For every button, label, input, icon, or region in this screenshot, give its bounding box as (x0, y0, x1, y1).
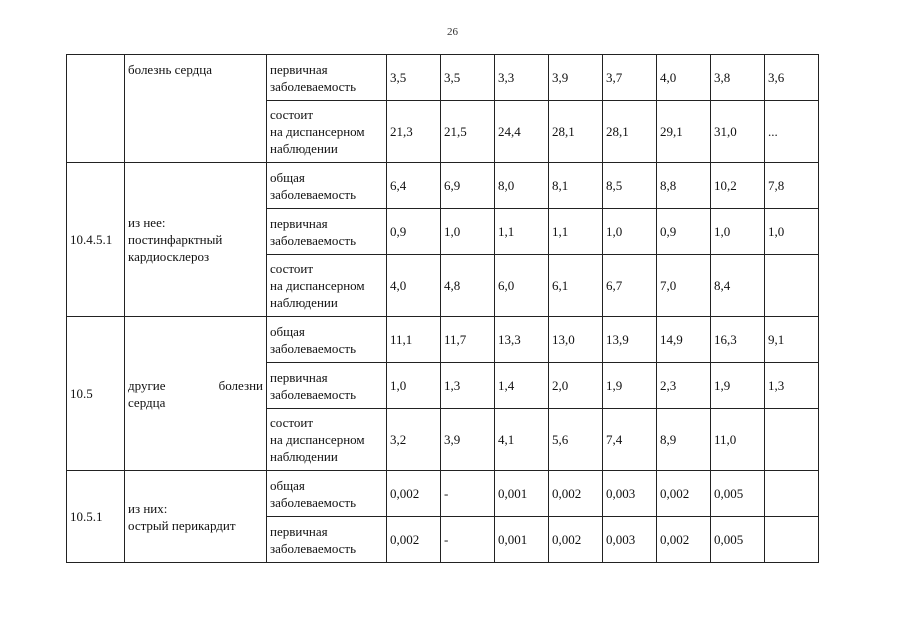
value-cell: 7,0 (657, 255, 711, 317)
morbidity-table (66, 54, 819, 563)
value-cell: 2,0 (549, 363, 603, 409)
indicator-type-line: наблюдении (270, 141, 338, 156)
indicator-type (267, 255, 387, 317)
indicator-type-line: заболеваемость (270, 232, 357, 248)
value-cell: 29,1 (657, 101, 711, 163)
value-cell: ... (765, 101, 819, 163)
value-cell: 3,5 (387, 55, 441, 101)
indicator-type-line: общая (270, 477, 305, 493)
value-cell: 8,8 (657, 163, 711, 209)
indicator-type-line: наблюдении (270, 295, 338, 310)
section-code (67, 55, 125, 163)
table-body (67, 55, 819, 563)
indicator-type-line: на диспансерном (270, 432, 365, 447)
section-name-line: другие болезни (128, 377, 263, 393)
value-cell: 6,4 (387, 163, 441, 209)
indicator-type (267, 55, 387, 101)
value-cell: 5,6 (549, 409, 603, 471)
section-name (125, 55, 267, 163)
value-cell: 8,0 (495, 163, 549, 209)
value-cell: 1,3 (765, 363, 819, 409)
value-cell: 1,9 (711, 363, 765, 409)
value-cell: 0,002 (549, 471, 603, 517)
section-code: 10.4.5.1 (67, 163, 125, 317)
section-code: 10.5.1 (67, 471, 125, 563)
indicator-type-line: на диспансерном (270, 124, 365, 139)
value-cell: 0,002 (657, 517, 711, 563)
indicator-type (267, 101, 387, 163)
value-cell: 6,7 (603, 255, 657, 317)
value-cell: 7,4 (603, 409, 657, 471)
value-cell: 16,3 (711, 317, 765, 363)
value-cell: 8,5 (603, 163, 657, 209)
table-row (67, 163, 819, 209)
indicator-type-line: наблюдении (270, 449, 338, 464)
value-cell: 13,9 (603, 317, 657, 363)
value-cell: 1,0 (603, 209, 657, 255)
value-cell: 1,0 (711, 209, 765, 255)
section-name-line: из них: (128, 500, 168, 516)
value-cell: 1,0 (765, 209, 819, 255)
table-row (67, 317, 819, 363)
indicator-type-line: первичная (270, 61, 328, 77)
value-cell: 11,0 (711, 409, 765, 471)
indicator-type (267, 409, 387, 471)
value-cell: 10,2 (711, 163, 765, 209)
value-cell: 1,9 (603, 363, 657, 409)
value-cell: - (441, 471, 495, 517)
value-cell: 21,3 (387, 101, 441, 163)
value-cell (765, 471, 819, 517)
value-cell: 21,5 (441, 101, 495, 163)
table-row (67, 55, 819, 101)
indicator-type-line: общая (270, 169, 305, 185)
indicator-type (267, 471, 387, 517)
indicator-type (267, 317, 387, 363)
value-cell: 0,9 (387, 209, 441, 255)
indicator-type-line: заболеваемость (270, 78, 357, 94)
value-cell: 1,1 (549, 209, 603, 255)
indicator-type-line: состоит (270, 261, 314, 276)
value-cell: 3,8 (711, 55, 765, 101)
section-name (125, 163, 267, 317)
value-cell: 4,1 (495, 409, 549, 471)
value-cell: 28,1 (549, 101, 603, 163)
value-cell: 13,3 (495, 317, 549, 363)
indicator-type-line: состоит (270, 415, 314, 430)
value-cell: 11,7 (441, 317, 495, 363)
indicator-type-line: первичная (270, 215, 328, 231)
value-cell: 3,2 (387, 409, 441, 471)
value-cell: 0,003 (603, 471, 657, 517)
table-row (67, 471, 819, 517)
indicator-type-line: заболеваемость (270, 186, 357, 202)
value-cell (765, 517, 819, 563)
section-code: 10.5 (67, 317, 125, 471)
value-cell: 7,8 (765, 163, 819, 209)
section-name (125, 317, 267, 471)
value-cell: 0,003 (603, 517, 657, 563)
indicator-type-line: первичная (270, 523, 328, 539)
indicator-type (267, 363, 387, 409)
value-cell: 0,005 (711, 517, 765, 563)
section-name-line: сердца (128, 394, 166, 410)
indicator-type (267, 517, 387, 563)
value-cell: 3,9 (549, 55, 603, 101)
section-name-line: из нее: (128, 215, 166, 230)
value-cell: 8,9 (657, 409, 711, 471)
section-name-line: острый перикардит (128, 517, 236, 533)
indicator-type (267, 209, 387, 255)
indicator-type-line: состоит (270, 107, 314, 122)
section-name-line: кардиосклероз (128, 249, 210, 264)
indicator-type-line: заболеваемость (270, 494, 357, 510)
value-cell: 4,0 (657, 55, 711, 101)
indicator-type-line: заболеваемость (270, 386, 357, 402)
indicator-type-line: заболеваемость (270, 340, 357, 356)
section-name-line: постинфарктный (128, 232, 223, 247)
value-cell: 0,9 (657, 209, 711, 255)
section-name-line: болезнь сердца (128, 62, 212, 77)
indicator-type-line: заболеваемость (270, 540, 357, 556)
section-name (125, 471, 267, 563)
value-cell: - (441, 517, 495, 563)
value-cell: 0,002 (549, 517, 603, 563)
value-cell: 11,1 (387, 317, 441, 363)
value-cell: 6,9 (441, 163, 495, 209)
value-cell: 0,002 (387, 471, 441, 517)
value-cell: 9,1 (765, 317, 819, 363)
value-cell: 3,9 (441, 409, 495, 471)
value-cell: 31,0 (711, 101, 765, 163)
value-cell: 3,5 (441, 55, 495, 101)
value-cell: 1,4 (495, 363, 549, 409)
value-cell: 28,1 (603, 101, 657, 163)
value-cell (765, 255, 819, 317)
value-cell: 8,1 (549, 163, 603, 209)
indicator-type-line: на диспансерном (270, 278, 365, 293)
value-cell: 4,8 (441, 255, 495, 317)
value-cell: 0,001 (495, 517, 549, 563)
value-cell: 0,005 (711, 471, 765, 517)
page-number: 26 (447, 26, 458, 38)
value-cell: 3,3 (495, 55, 549, 101)
value-cell: 1,0 (387, 363, 441, 409)
indicator-type (267, 163, 387, 209)
value-cell: 3,6 (765, 55, 819, 101)
value-cell: 24,4 (495, 101, 549, 163)
indicator-type-line: первичная (270, 369, 328, 385)
indicator-type-line: общая (270, 323, 305, 339)
value-cell: 3,7 (603, 55, 657, 101)
value-cell: 6,1 (549, 255, 603, 317)
value-cell: 8,4 (711, 255, 765, 317)
value-cell: 2,3 (657, 363, 711, 409)
value-cell: 1,1 (495, 209, 549, 255)
value-cell: 0,002 (387, 517, 441, 563)
value-cell: 13,0 (549, 317, 603, 363)
value-cell: 4,0 (387, 255, 441, 317)
value-cell: 0,001 (495, 471, 549, 517)
value-cell: 0,002 (657, 471, 711, 517)
value-cell: 14,9 (657, 317, 711, 363)
value-cell: 6,0 (495, 255, 549, 317)
value-cell: 1,3 (441, 363, 495, 409)
value-cell: 1,0 (441, 209, 495, 255)
value-cell (765, 409, 819, 471)
